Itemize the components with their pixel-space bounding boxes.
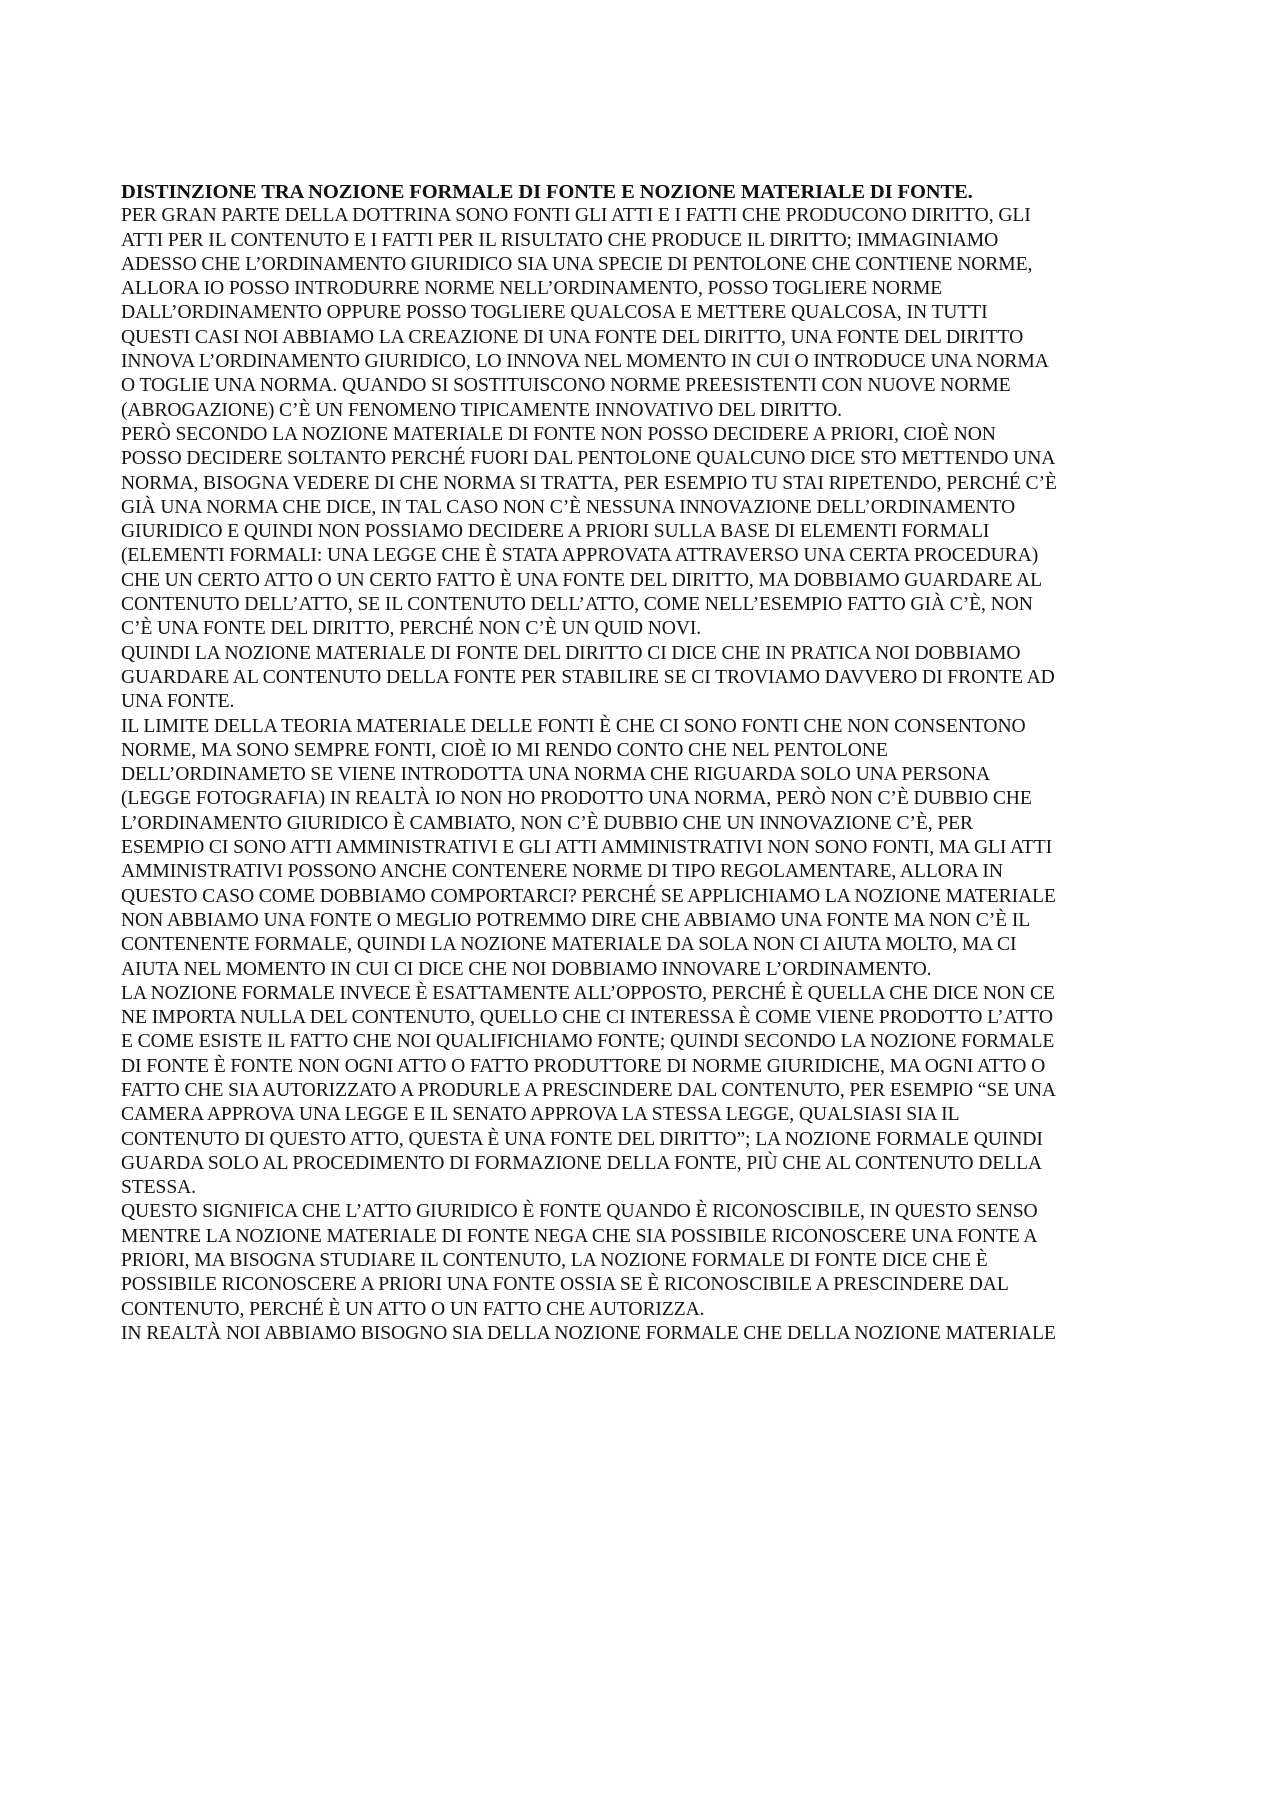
text-line: DELL’ORDINAMETO SE VIENE INTRODOTTA UNA NORMA CHE RIGUARDA SOLO UNA PERSONA [121, 764, 991, 786]
text-line: QUINDI LA NOZIONE MATERIALE DI FONTE DEL DIRITTO CI DICE CHE IN PRATICA NOI DOBBIAMO [121, 642, 1021, 664]
text-line: AIUTA NEL MOMENTO IN CUI CI DICE CHE NOI DOBBIAMO INNOVARE L’ORDINAMENTO. [121, 958, 932, 980]
text-line: STESSA. [121, 1177, 196, 1199]
text-line: E COME ESISTE IL FATTO CHE NOI QUALIFICHIAMO FONTE; QUINDI SECONDO LA NOZIONE FORMALE [121, 1031, 1055, 1053]
text-line: QUESTO SIGNIFICA CHE L’ATTO GIURIDICO È FONTE QUANDO È RICONOSCIBILE, IN QUESTO SENSO [121, 1201, 1038, 1223]
text-line: CONTENUTO DELL’ATTO, SE IL CONTENUTO DELL’ATTO, COME NELL’ESEMPIO FATTO GIÀ C’È, NON [121, 594, 1033, 616]
text-line: GUARDARE AL CONTENUTO DELLA FONTE PER STABILIRE SE CI TROVIAMO DAVVERO DI FRONTE AD [121, 666, 1055, 688]
text-line: GUARDA SOLO AL PROCEDIMENTO DI FORMAZIONE DELLA FONTE, PIÙ CHE AL CONTENUTO DELLA [121, 1152, 1042, 1174]
document-lines [121, 204, 1171, 1346]
text-line: IN REALTÀ NOI ABBIAMO BISOGNO SIA DELLA NOZIONE FORMALE CHE DELLA NOZIONE MATERIALE [121, 1322, 1056, 1344]
text-line: AMMINISTRATIVI POSSONO ANCHE CONTENERE NORME DI TIPO REGOLAMENTARE, ALLORA IN [121, 861, 1003, 883]
text-line: NE IMPORTA NULLA DEL CONTENUTO, QUELLO CHE CI INTERESSA È COME VIENE PRODOTTO L’ATTO [121, 1007, 1053, 1029]
text-line: POSSO DECIDERE SOLTANTO PERCHÉ FUORI DAL PENTOLONE QUALCUNO DICE STO METTENDO UNA [121, 448, 1056, 470]
text-line: (LEGGE FOTOGRAFIA) IN REALTÀ IO NON HO PRODOTTO UNA NORMA, PERÒ NON C’È DUBBIO CHE [121, 788, 1032, 810]
text-line: (ELEMENTI FORMALI: UNA LEGGE CHE È STATA APPROVATA ATTRAVERSO UNA CERTA PROCEDURA) [121, 545, 1039, 567]
document-body [121, 180, 1171, 1346]
text-line: ATTI PER IL CONTENUTO E I FATTI PER IL RISULTATO CHE PRODUCE IL DIRITTO; IMMAGINIAMO [121, 229, 999, 251]
text-line: NORMA, BISOGNA VEDERE DI CHE NORMA SI TRATTA, PER ESEMPIO TU STAI RIPETENDO, PERCHÉ C’È [121, 472, 1057, 494]
text-line: CONTENUTO, PERCHÉ È UN ATTO O UN FATTO CHE AUTORIZZA. [121, 1298, 705, 1320]
text-line: PRIORI, MA BISOGNA STUDIARE IL CONTENUTO, LA NOZIONE FORMALE DI FONTE DICE CHE È [121, 1250, 988, 1272]
text-line: PER GRAN PARTE DELLA DOTTRINA SONO FONTI GLI ATTI E I FATTI CHE PRODUCONO DIRITTO, GLI [121, 205, 1031, 227]
text-line: GIURIDICO E QUINDI NON POSSIAMO DECIDERE A PRIORI SULLA BASE DI ELEMENTI FORMALI [121, 521, 990, 543]
text-line: POSSIBILE RICONOSCERE A PRIORI UNA FONTE OSSIA SE È RICONOSCIBILE A PRESCINDERE DAL [121, 1274, 1009, 1296]
text-line: IL LIMITE DELLA TEORIA MATERIALE DELLE FONTI È CHE CI SONO FONTI CHE NON CONSENTONO [121, 715, 1026, 737]
text-line: FATTO CHE SIA AUTORIZZATO A PRODURLE A PRESCINDERE DAL CONTENUTO, PER ESEMPIO “SE UNA [121, 1079, 1056, 1101]
text-line: DI FONTE È FONTE NON OGNI ATTO O FATTO PRODUTTORE DI NORME GIURIDICHE, MA OGNI ATTO O [121, 1055, 1046, 1077]
text-line: O TOGLIE UNA NORMA. QUANDO SI SOSTITUISCONO NORME PREESISTENTI CON NUOVE NORME [121, 375, 1011, 397]
text-line: L’ORDINAMENTO GIURIDICO È CAMBIATO, NON C’È DUBBIO CHE UN INNOVAZIONE C’È, PER [121, 812, 973, 834]
text-line: CONTENENTE FORMALE, QUINDI LA NOZIONE MATERIALE DA SOLA NON CI AIUTA MOLTO, MA CI [121, 934, 1017, 956]
text-line: ESEMPIO CI SONO ATTI AMMINISTRATIVI E GLI ATTI AMMINISTRATIVI NON SONO FONTI, MA GLI ATTI [121, 837, 1053, 859]
text-line: MENTRE LA NOZIONE MATERIALE DI FONTE NEGA CHE SIA POSSIBILE RICONOSCERE UNA FONTE A [121, 1225, 1038, 1247]
text-line: INNOVA L’ORDINAMENTO GIURIDICO, LO INNOVA NEL MOMENTO IN CUI O INTRODUCE UNA NORMA [121, 351, 1049, 373]
text-line: NORME, MA SONO SEMPRE FONTI, CIOÈ IO MI RENDO CONTO CHE NEL PENTOLONE [121, 739, 888, 761]
document-title: DISTINZIONE TRA NOZIONE FORMALE DI FONTE E NOZIONE MATERIALE DI FONTE. [121, 181, 973, 203]
text-line: CHE UN CERTO ATTO O UN CERTO FATTO È UNA FONTE DEL DIRITTO, MA DOBBIAMO GUARDARE AL [121, 569, 1042, 591]
text-line: CONTENUTO DI QUESTO ATTO, QUESTA È UNA FONTE DEL DIRITTO”; LA NOZIONE FORMALE QUINDI [121, 1128, 1043, 1150]
text-line: GIÀ UNA NORMA CHE DICE, IN TAL CASO NON C’È NESSUNA INNOVAZIONE DELL’ORDINAMENTO [121, 496, 1016, 518]
text-line: ADESSO CHE L’ORDINAMENTO GIURIDICO SIA UNA SPECIE DI PENTOLONE CHE CONTIENE NORME, [121, 253, 1033, 275]
text-line: C’È UNA FONTE DEL DIRITTO, PERCHÉ NON C’È UN QUID NOVI. [121, 618, 702, 640]
text-line: QUESTI CASI NOI ABBIAMO LA CREAZIONE DI UNA FONTE DEL DIRITTO, UNA FONTE DEL DIRITTO [121, 326, 1024, 348]
text-line: LA NOZIONE FORMALE INVECE È ESATTAMENTE ALL’OPPOSTO, PERCHÉ È QUELLA CHE DICE NON CE [121, 982, 1055, 1004]
text-line: PERÒ SECONDO LA NOZIONE MATERIALE DI FONTE NON POSSO DECIDERE A PRIORI, CIOÈ NON [121, 423, 996, 445]
text-line: ALLORA IO POSSO INTRODURRE NORME NELL’ORDINAMENTO, POSSO TOGLIERE NORME [121, 278, 943, 300]
text-line: NON ABBIAMO UNA FONTE O MEGLIO POTREMMO DIRE CHE ABBIAMO UNA FONTE MA NON C’È IL [121, 909, 1031, 931]
text-line: UNA FONTE. [121, 691, 235, 713]
text-line: (ABROGAZIONE) C’È UN FENOMENO TIPICAMENTE INNOVATIVO DEL DIRITTO. [121, 399, 842, 421]
text-line: DALL’ORDINAMENTO OPPURE POSSO TOGLIERE QUALCOSA E METTERE QUALCOSA, IN TUTTI [121, 302, 988, 324]
text-line: QUESTO CASO COME DOBBIAMO COMPORTARCI? PERCHÉ SE APPLICHIAMO LA NOZIONE MATERIALE [121, 885, 1056, 907]
text-line: CAMERA APPROVA UNA LEGGE E IL SENATO APPROVA LA STESSA LEGGE, QUALSIASI SIA IL [121, 1104, 960, 1126]
